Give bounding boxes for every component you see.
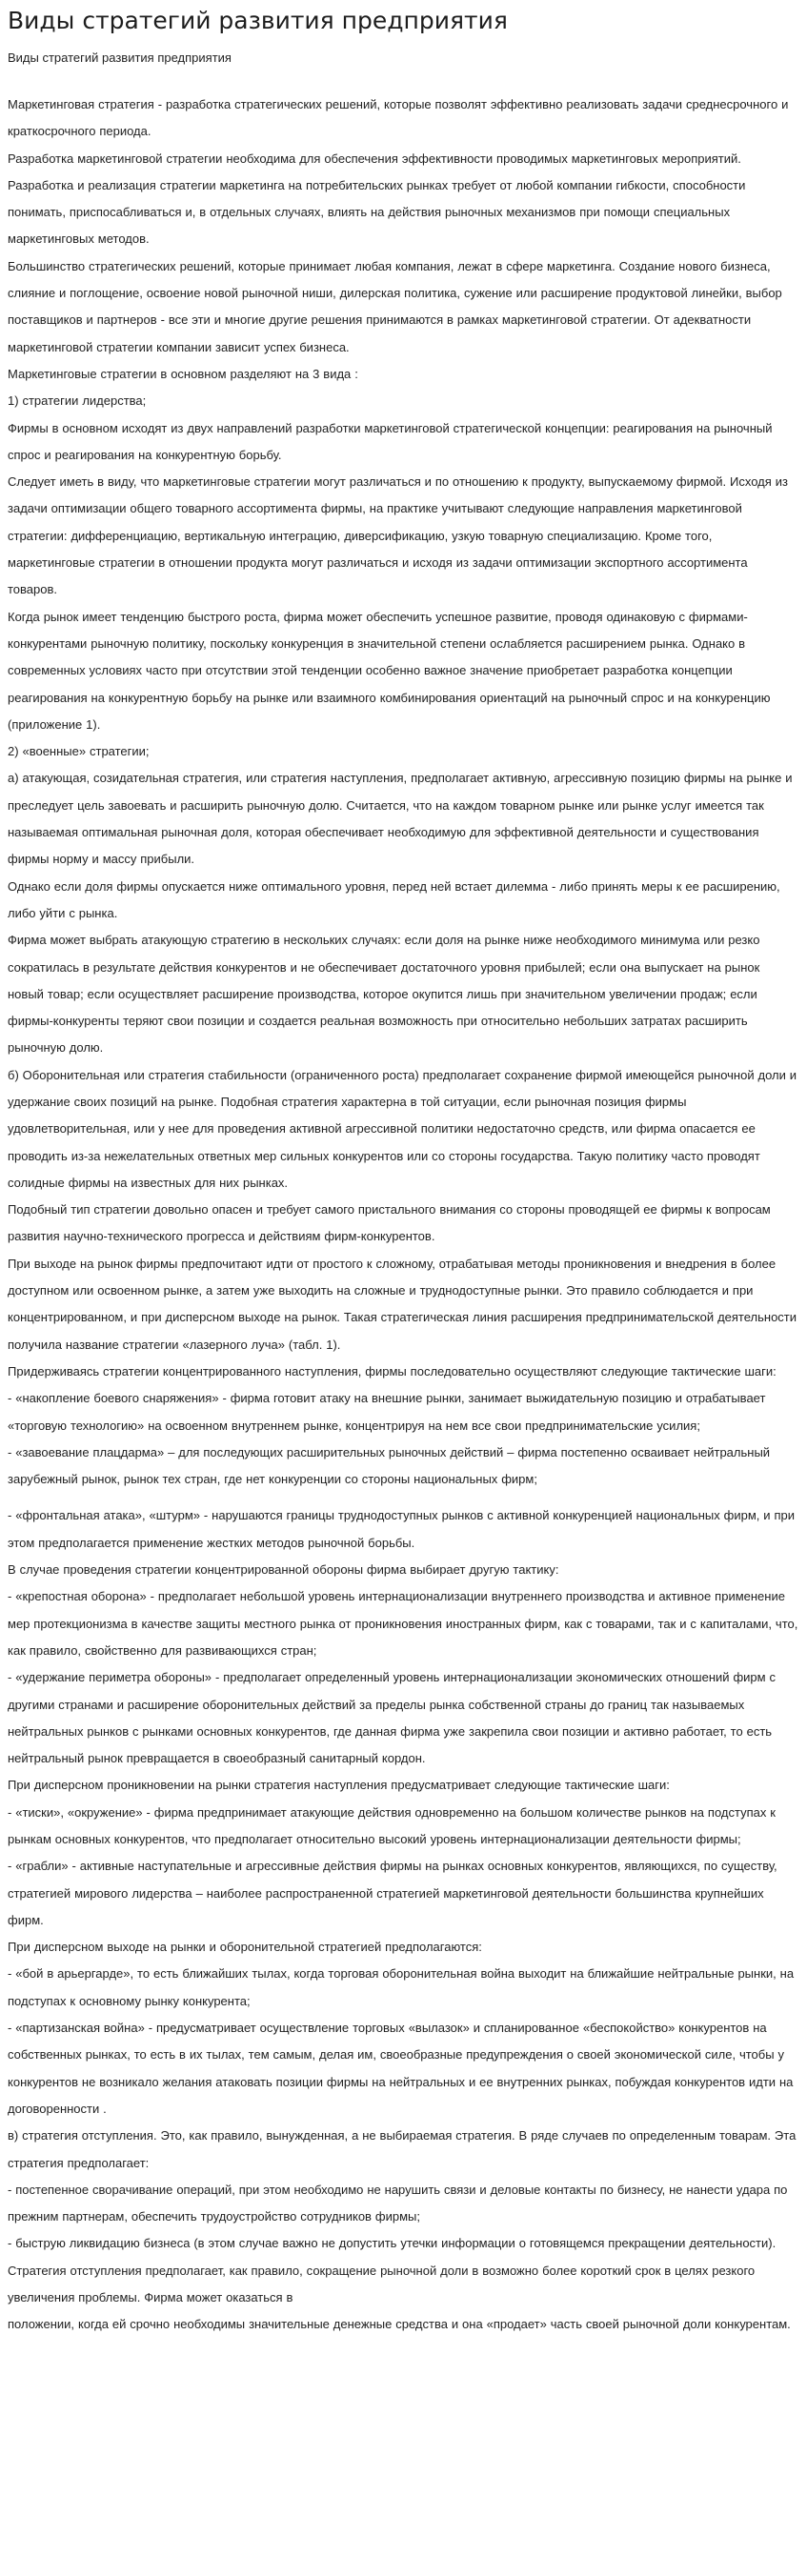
- paragraph: - «фронтальная атака», «штурм» - нарушаются границы труднодоступных рынков с активной конкуренцией национальных фирм, и при этом предполагается применение жестких методов рыночной борьбы.: [8, 1508, 795, 1550]
- paragraph: В случае проведения стратегии концентрированной обороны фирма выбирает другую тактику:: [8, 1562, 559, 1578]
- paragraph: - «бой в арьергарде», то есть ближайших тылах, когда торговая оборонительная война выходит на ближайшие нейтральные рынки, на подступах к основному рынку конкурента;: [8, 1966, 795, 2008]
- paragraph: Фирма может выбрать атакующую стратегию в нескольких случаях: если доля на рынке ниже необходимого минимума или резко сократилась в результате действия конкурентов и не обеспечивает достаточного уровня прибылей; если она выпускает на рынок новый товар; если осуществляет расширение производства, которое окупится лишь при значительном увеличении продаж; если фирмы-конкуренты теряют свои позиции и создается реальная возможность при относительно небольших затратах расширить рыночную долю.: [8, 933, 760, 1056]
- paragraph: - быструю ликвидацию бизнеса (в этом случае важно не допустить утечки информации о готовящемся прекращении деятельности).: [8, 2236, 777, 2251]
- paragraph: При дисперсном проникновении на рынки стратегия наступления предусматривает следующие тактические шаги:: [8, 1778, 670, 1793]
- paragraph: Маркетинговые стратегии в основном разделяют на 3 вида :: [8, 366, 358, 381]
- paragraph: - «тиски», «окружение» - фирма предпринимает атакующие действия одновременно на большом количестве рынков на подступах к рынкам основных конкурентов, что предполагает относительно высокий уровень интернационализации деятельности фирмы;: [8, 1804, 776, 1846]
- paragraph: а) атакующая, созидательная стратегия, или стратегия наступления, предполагает активную, агрессивную позицию фирмы на рынке и преследует цель завоевать и расширить рыночную долю. Считается, что на каждом товарном рынке или рынке услуг имеется так называемая оптимальная рыночная доля, которая обеспечивает необходимую для эффективной деятельности и существования фирмы норму и массу прибыли.: [8, 771, 793, 867]
- paragraph: Стратегия отступления предполагает, как правило, сокращение рыночной доли в возможно более короткий срок в целях резкого увеличения проблемы. Фирма может оказаться в: [8, 2263, 756, 2305]
- paragraph: 2) «военные» стратегии;: [8, 744, 150, 759]
- paragraph: положении, когда ей срочно необходимы значительные денежные средства и она «продает» часть своей рыночной доли конкурентам.: [8, 2317, 791, 2332]
- paragraph: - постепенное сворачивание операций, при этом необходимо не нарушить связи и деловые контакты по бизнесу, не нанести удара по прежним партнерам, обеспечить трудоустройство сотрудников фирмы;: [8, 2182, 788, 2224]
- paragraph: Придерживаясь стратегии концентрированного наступления, фирмы последовательно осуществляют следующие тактические шаги:: [8, 1363, 777, 1379]
- paragraph: - «крепостная оборона» - предполагает небольшой уровень интернационализации внутреннего производства и активное применение мер протекционизма в качестве защиты местного рынка от проникновения иностранных фирм, как с товарами, так и с капиталами, что, как правило, свойственно для развивающихся стран;: [8, 1589, 798, 1658]
- paragraph: Подобный тип стратегии довольно опасен и требует самого пристального внимания со стороны проводящей ее фирмы к вопросам развития научно-технического прогресса и действиям фирм-конкурентов.: [8, 1202, 771, 1244]
- paragraph: Фирмы в основном исходят из двух направлений разработки маркетинговой стратегической концепции: реагирования на рыночный спрос и реагирования на конкурентную борьбу.: [8, 420, 773, 462]
- article-body: [8, 91, 799, 2339]
- paragraph: Когда рынок имеет тенденцию быстрого роста, фирма может обеспечить успешное развитие, проводя одинаковую с фирмами-конкурентами рыночную политику, поскольку конкуренция в значительной степени ослабляется расширением рынка. Однако в современных условиях часто при отсутствии этой тенденции особенно важное значение приобретает разработка концепции реагирования на конкурентную борьбу на рынке или взаимного комбинирования ориентаций на рыночный спрос и на конкуренцию (приложение 1).: [8, 609, 771, 732]
- paragraph: - «удержание периметра обороны» - предполагает определенный уровень интернационализации экономических отношений фирм с другими странами и расширение оборонительных действий за пределы рынка собственной страны до границ так называемых нейтральных рынков с рынками основных конкурентов, где данная фирма уже закрепила свои позиции и активно работает, то есть нейтральный рынок превращается в своеобразный санитарный кордон.: [8, 1670, 776, 1766]
- paragraph: - «грабли» - активные наступательные и агрессивные действия фирмы на рынках основных конкурентов, являющихся, по существу, стратегией мирового лидерства – наиболее распространенной стратегией маркетинговой деятельности большинства крупнейших фирм.: [8, 1859, 777, 1927]
- paragraph: б) Оборонительная или стратегия стабильности (ограниченного роста) предполагает сохранение фирмой имеющейся рыночной доли и удержание своих позиций на рынке. Подобная стратегия характерна в той ситуации, если рыночная позиция фирмы удовлетворительная, или у нее для проведения активной агрессивной политики недостаточно средств, или фирма опасается ее проводить из-за нежелательных ответных мер сильных конкурентов или со стороны государства. Такую политику часто проводят солидные фирмы на известных для них рынках.: [8, 1067, 797, 1190]
- paragraph: - «завоевание плацдарма» – для последующих расширительных рыночных действий – фирма постепенно осваивает нейтральный зарубежный рынок, рынок тех стран, где нет конкуренции со стороны национальных фирм;: [8, 1444, 771, 1487]
- page-title: Виды стратегий развития предприятия: [8, 7, 508, 34]
- paragraph: Большинство стратегических решений, которые принимает любая компания, лежат в сфере маркетинга. Создание нового бизнеса, слияние и поглощение, освоение новой рыночной ниши, дилерская политика, сужение или расширение продуктовой линейки, выбор поставщиков и партнеров - все эти и многие другие решения принимаются в рамках маркетинговой стратегии. От адекватности маркетинговой стратегии компании зависит успех бизнеса.: [8, 258, 782, 354]
- paragraph: Однако если доля фирмы опускается ниже оптимального уровня, перед ней встает дилемма - либо принять меры к ее расширению, либо уйти с рынка.: [8, 878, 780, 920]
- paragraph: Следует иметь в виду, что маркетинговые стратегии могут различаться и по отношению к продукту, выпускаемому фирмой. Исходя из задачи оптимизации общего товарного ассортимента фирмы, на практике учитывают следующие направления маркетинговой стратегии: дифференциацию, вертикальную интеграцию, диверсификацию, узкую товарную специализацию. Кроме того, маркетинговые стратегии в отношении продукта могут различаться и исходя из задачи оптимизации экспортного ассортимента товаров.: [8, 474, 788, 597]
- page-subtitle: Виды стратегий развития предприятия: [8, 50, 232, 65]
- paragraph: Маркетинговая стратегия - разработка стратегических решений, которые позволят эффективно реализовать задачи среднесрочного и краткосрочного периода.: [8, 97, 789, 139]
- paragraph: - «накопление боевого снаряжения» - фирма готовит атаку на внешние рынки, занимает выжидательную позицию и отрабатывает «торговую технологию» на освоенном внутреннем рынке, концентрируя на нем все свои предпринимательские усилия;: [8, 1391, 766, 1433]
- paragraph: - «партизанская война» - предусматривает осуществление торговых «вылазок» и спланированное «беспокойство» конкурентов на собственных рынках, то есть в их тылах, тем самым, делая им, своеобразные предупреждения о своей экономической силе, чтобы у конкурентов не возникало желания атаковать позиции фирмы на нейтральных и ее внутренних рынках, побуждая конкурентов идти на договоренности .: [8, 2021, 794, 2116]
- paragraph: При выходе на рынок фирмы предпочитают идти от простого к сложному, отрабатывая методы проникновения и внедрения в более доступном или освоенном рынке, а затем уже выходить на сложные и труднодоступные рынки. Это правило соблюдается и при концентрированном, и при дисперсном выходе на рынок. Такая стратегическая линия расширения предпринимательской деятельности получила название стратегии «лазерного луча» (табл. 1).: [8, 1256, 797, 1352]
- paragraph: в) стратегия отступления. Это, как правило, вынужденная, а не выбираемая стратегия. В ряде случаев по определенным товарам. Эта стратегия предполагает:: [8, 2128, 797, 2170]
- paragraph: Разработка маркетинговой стратегии необходима для обеспечения эффективности проводимых маркетинговых мероприятий. Разработка и реализация стратегии маркетинга на потребительских рынках требует от любой компании гибкости, способности понимать, приспосабливаться и, в отдельных случаях, влиять на действия рыночных механизмов при помощи специальных маркетинговых методов.: [8, 151, 746, 247]
- paragraph: При дисперсном выходе на рынки и оборонительной стратегией предполагаются:: [8, 1940, 482, 1955]
- paragraph: 1) стратегии лидерства;: [8, 393, 147, 409]
